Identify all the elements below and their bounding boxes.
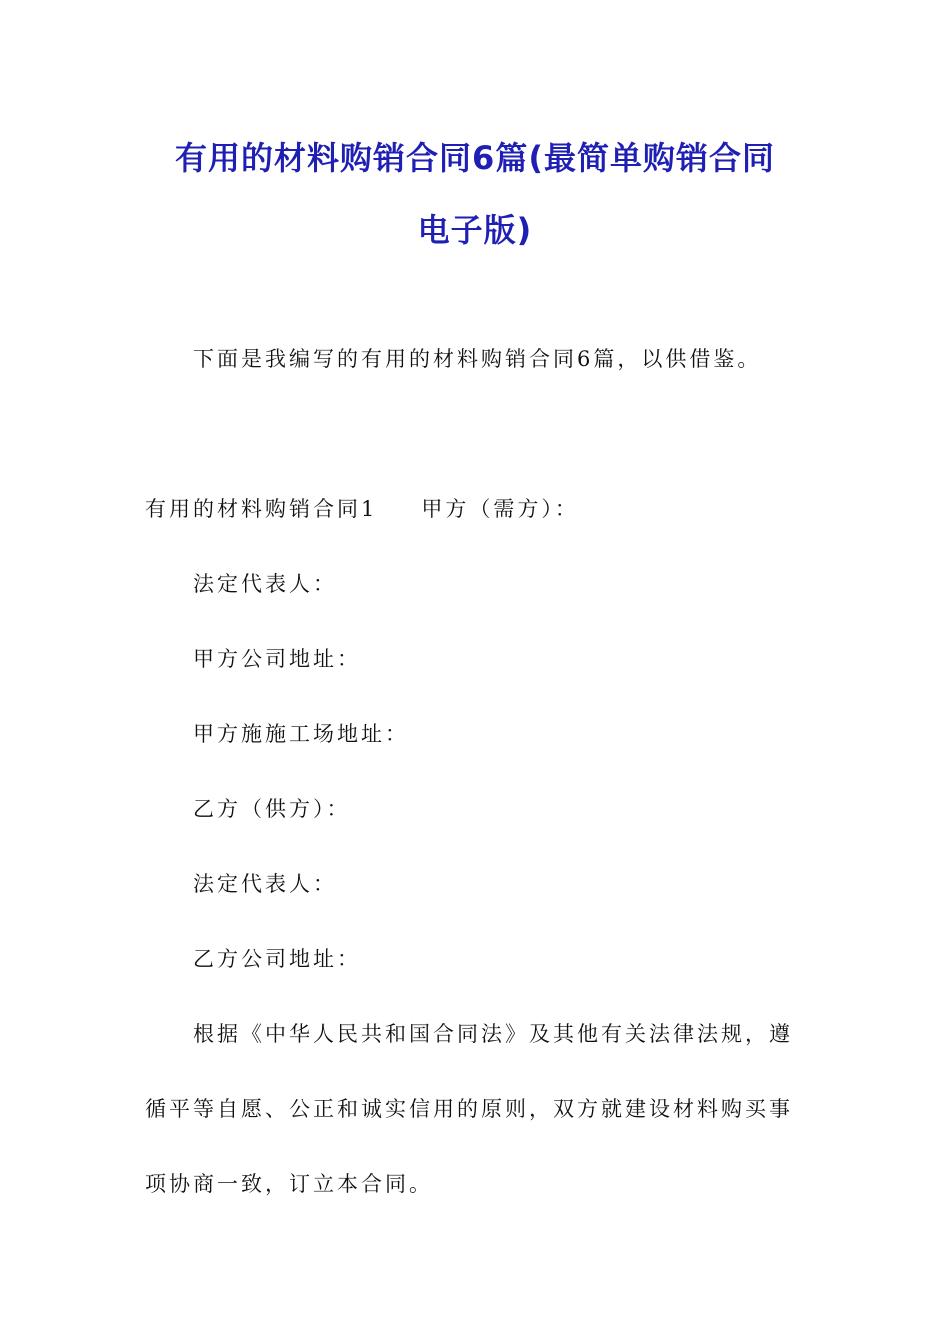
section-heading-row — [145, 495, 579, 523]
field-party-b-address: 乙方公司地址： — [193, 947, 361, 971]
body-line-3: 项协商一致，订立本合同。 — [145, 1172, 433, 1196]
field-legal-representative-b: 法定代表人： — [193, 872, 337, 896]
body-line-2: 循平等自愿、公正和诚实信用的原则，双方就建设材料购买事 — [145, 1097, 793, 1121]
intro-paragraph: 下面是我编写的有用的材料购销合同6篇，以供借鉴。 — [193, 347, 762, 371]
field-party-a-site-address: 甲方施施工场地址： — [193, 722, 409, 746]
section-heading: 有用的材料购销合同1 — [145, 497, 378, 521]
field-party-a-address: 甲方公司地址： — [193, 647, 361, 671]
body-line-1: 根据《中华人民共和国合同法》及其他有关法律法规，遵 — [193, 1022, 793, 1046]
field-party-b: 乙方（供方）： — [193, 797, 351, 821]
document-title-line-2: 电子版) — [417, 211, 533, 249]
field-legal-representative-a: 法定代表人： — [193, 572, 337, 596]
document-title-line-1: 有用的材料购销合同6篇(最简单购销合同 — [175, 139, 775, 177]
party-a-label: 甲方（需方）： — [421, 497, 579, 521]
